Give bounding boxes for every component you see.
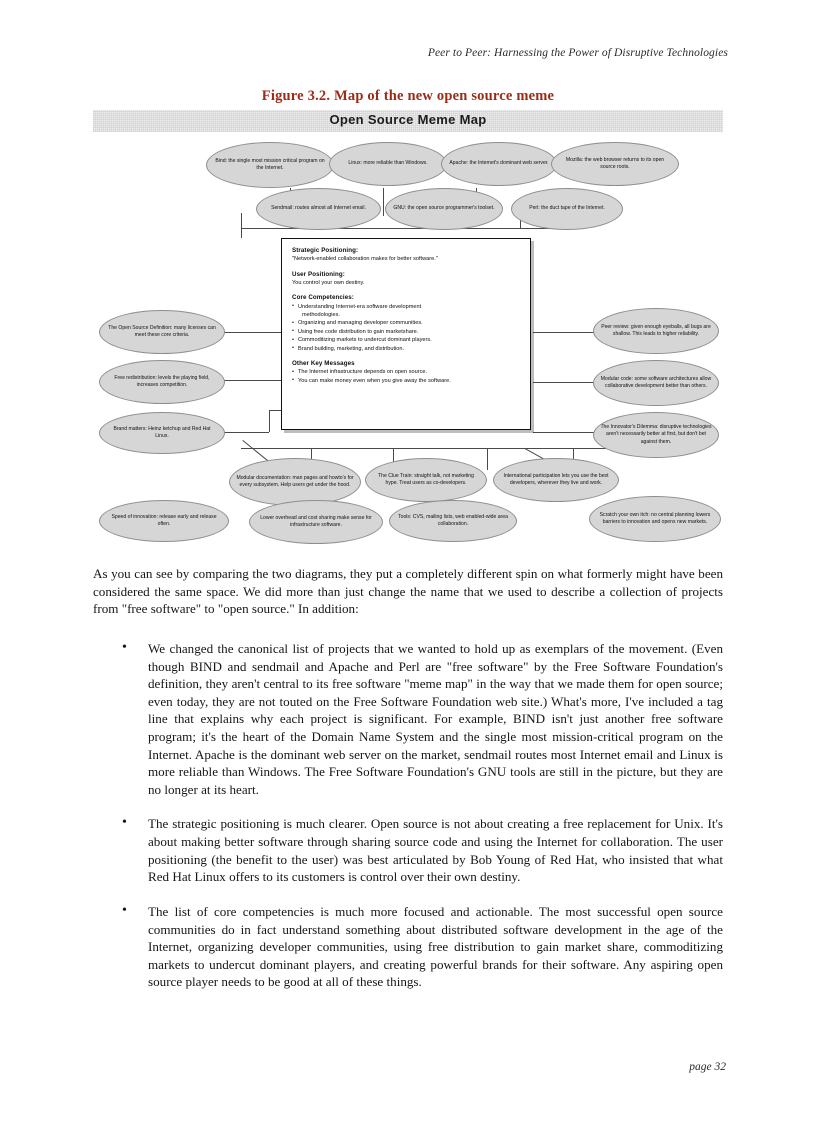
user-positioning-heading: User Positioning: — [292, 270, 345, 278]
figure-caption: Figure 3.2. Map of the new open source meme — [261, 88, 555, 104]
connector-line — [241, 448, 611, 449]
bullet-item-projects: • We changed the canonical list of projects that we wanted to hold up as exemplars of the movement. (Even though BIND and sendmail and Apache and Perl are "free software" by the Free Software Foundation's definition, they aren't central to its free software "meme map" in the way that we made them for open source; even today, they are not touted on the Free Software Foundation web site.) What's more, I've included a tag line that explains why each project is significant. For example, BIND isn't just another free software program; it's the heart of the Domain Name System and the single most mission-critical program on the Internet. Apache is the dominant web server on the market, sendmail routes most Internet email and Linux is more reliable than Windows. The Free Software Foundation's GNU tools are still in the picture, but they are no longer at its heart. — [93, 640, 723, 798]
figure-title: Open Source Meme Map — [329, 112, 487, 127]
list-item: • Commoditizing markets to undercut dominant players. — [292, 336, 521, 344]
list-item: methodologies. — [302, 312, 340, 319]
node-scratch-your-own-itch: Scratch your own itch: no central planning lowers barriers to innovation and opens new markets. — [589, 496, 721, 542]
core-competencies-heading: Core Competencies: — [292, 294, 354, 302]
bullet-item-core-competencies: • The list of core competencies is much more focused and actionable. The most successful open source communities do in fact understand something about distributed software development in the age of the Internet, organizing developer communities, using free distribution to gain market share, commoditizing markets to undercut dominant players, and creating powerful brands for their software. Any aspiring open source player needs to be good at all of these things. — [93, 903, 723, 991]
center-positioning-box — [281, 238, 531, 430]
node-innovators-dilemma: The Innovator's Dilemma: disruptive technologies aren't necessarily better at first, but don't bet against them. — [593, 412, 719, 458]
bullet-item-strategic-positioning: • The strategic positioning is much clearer. Open source is not about creating a free replacement for Unix. It's about making better software through sharing source code and using the Internet for collaboration. The user positioning (the benefit to the user) was best articulated by Bob Young of Red Hat, who insisted that what Red Hat Linux offers to its customers is control over their own destiny. — [93, 815, 723, 885]
user-positioning-text: You control your own destiny. — [292, 279, 365, 286]
node-sendmail: Sendmail: routes almost all Internet email. — [256, 188, 381, 230]
node-perl: Perl: the duct tape of the Internet. — [511, 188, 623, 230]
list-item: • Organizing and managing developer communities. — [292, 319, 521, 327]
strategic-positioning-heading: Strategic Positioning: — [292, 247, 359, 254]
connector-line — [241, 228, 242, 238]
node-apache: Apache: the Internet's dominant web server. — [441, 142, 557, 186]
connector-line — [383, 188, 384, 216]
connector-line — [241, 213, 242, 228]
core-competencies-list — [292, 303, 521, 353]
running-head: Peer to Peer: Harnessing the Power of Disruptive Technologies — [427, 47, 728, 59]
connector-line — [223, 380, 281, 381]
node-gnu: GNU: the open source programmer's toolset. — [385, 188, 503, 230]
list-item: • Brand building, marketing, and distribution. — [292, 345, 521, 353]
connector-line — [223, 432, 269, 433]
connector-line — [241, 228, 569, 229]
node-international-participation: International participation lets you use the best developers, wherever they live and work. — [493, 458, 619, 502]
connector-line — [533, 432, 595, 433]
node-peer-review: Peer review: given enough eyeballs, all bugs are shallow. This leads to higher reliability. — [593, 308, 719, 354]
list-item: • Understanding Internet-era software development — [292, 303, 521, 311]
node-modular-documentation: Modular documentation: man pages and howto's for every subsystem. Help users get under the hood. — [229, 458, 361, 506]
connector-line — [533, 332, 595, 333]
node-open-source-definition: The Open Source Definition: many licenses can meet these core criteria. — [99, 310, 225, 354]
connector-line — [223, 332, 281, 333]
figure-canvas — [93, 110, 723, 550]
node-clue-train: The Clue Train: straight talk, not marketing hype. Treat users as co-developers. — [365, 458, 487, 502]
bullet-list — [93, 640, 723, 1008]
connector-line — [533, 382, 595, 383]
page-footer: page 32 — [689, 1061, 726, 1073]
node-tools: Tools: CVS, mailing lists, web enabled-wide area collaboration. — [389, 500, 517, 542]
list-item: • You can make money even when you give away the software. — [292, 377, 521, 385]
node-modular-code: Modular code: some software architectures allow collaborative development better than others. — [593, 360, 719, 406]
connector-line — [487, 448, 488, 470]
lead-paragraph: As you can see by comparing the two diagrams, they put a completely different spin on what formerly might have been considered the same space. We did more than just change the name that we used to describe a collection of projects from "free software" to "open source." In addition: — [93, 566, 723, 617]
list-item: • Using free code distribution to gain marketshare. — [292, 328, 521, 336]
node-lower-overhead: Lower overhead and cost sharing make sense for infrastructure software. — [249, 500, 383, 544]
node-speed-of-innovation: Speed of innovation: release early and release often. — [99, 500, 229, 542]
other-key-messages-heading: Other Key Messages — [292, 360, 355, 368]
other-key-messages-list — [292, 368, 521, 385]
node-bind: Bind: the single most mission critical program on the Internet. — [206, 142, 334, 188]
strategic-positioning-text: "Network-enabled collaboration makes for better software." — [292, 256, 438, 263]
connector-line — [269, 410, 270, 432]
figure-open-source-meme-map — [93, 110, 723, 550]
node-brand-matters: Brand matters: Heinz ketchup and Red Hat Linux. — [99, 412, 225, 454]
node-mozilla: Mozilla: the web browser returns to its open source roots. — [551, 142, 679, 186]
list-item: • The Internet infrastructure depends on open source. — [292, 368, 521, 376]
node-free-redistribution: Free redistribution: levels the playing field, increases competition. — [99, 360, 225, 404]
node-linux: Linux: more reliable than Windows. — [329, 142, 447, 186]
connector-line — [269, 410, 281, 411]
